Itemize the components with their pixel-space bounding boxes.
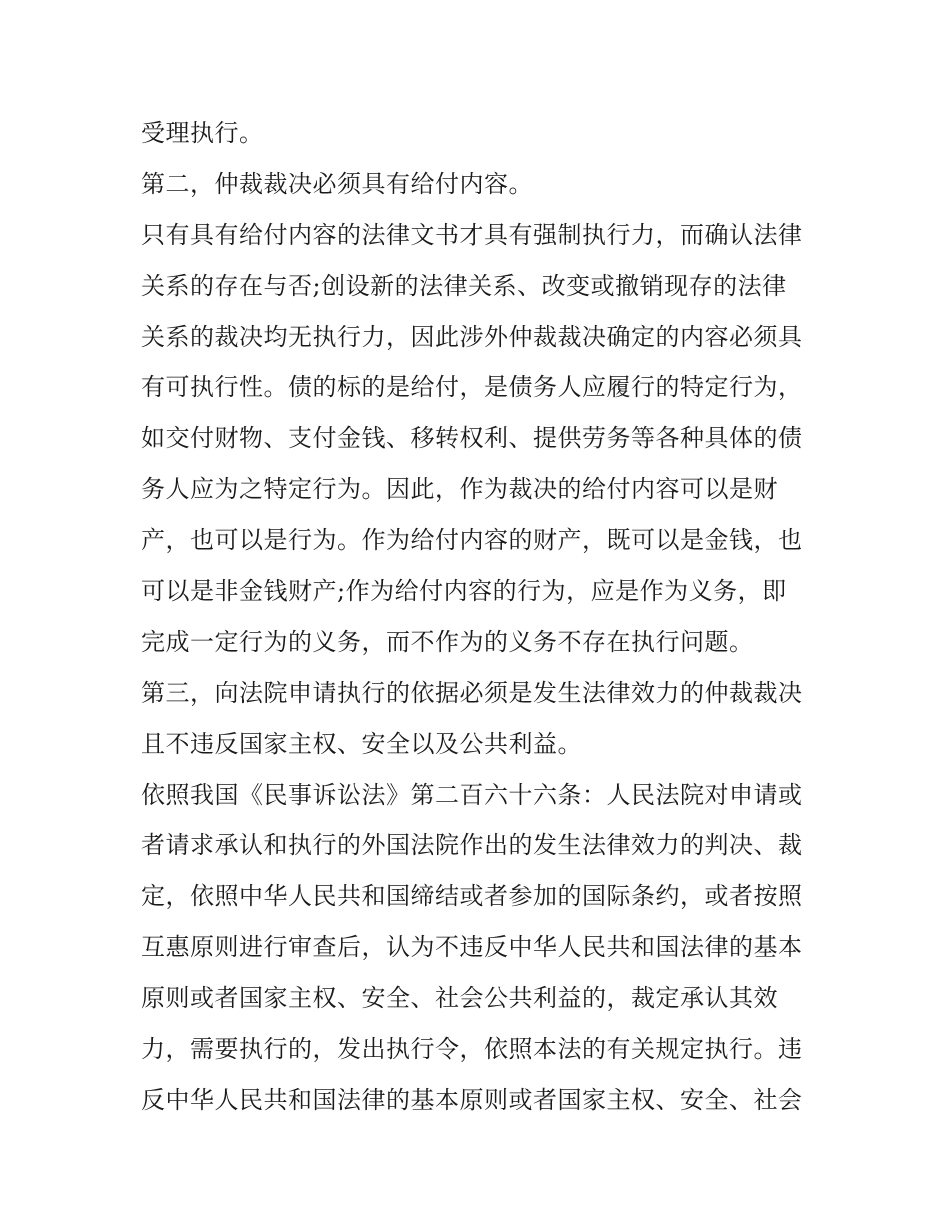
text-line: 依照我国《民事诉讼法》第二百六十六条：人民法院对申请或 — [141, 780, 803, 809]
text-line: 只有具有给付内容的法律文书才具有强制执行力，而确认法律 — [141, 220, 803, 249]
text-line: 且不违反国家主权、安全以及公共利益。 — [141, 729, 582, 758]
text-line: 反中华人民共和国法律的基本原则或者国家主权、安全、社会 — [141, 1085, 803, 1114]
text-line: 如交付财物、支付金钱、移转权利、提供劳务等各种具体的债 — [141, 424, 803, 453]
text-line: 互惠原则进行审查后，认为不违反中华人民共和国法律的基本 — [141, 933, 803, 962]
text-line: 关系的裁决均无执行力，因此涉外仲裁裁决确定的内容必须具 — [141, 322, 803, 351]
document-body — [141, 108, 821, 1126]
text-line: 可以是非金钱财产;作为给付内容的行为，应是作为义务，即 — [141, 577, 787, 606]
text-line: 第三，向法院申请执行的依据必须是发生法律效力的仲裁裁决 — [141, 678, 803, 707]
text-line: 受理执行。 — [141, 119, 264, 147]
text-line: 关系的存在与否;创设新的法律关系、改变或撤销现存的法律 — [141, 271, 787, 300]
text-line: 有可执行性。债的标的是给付，是债务人应履行的特定行为， — [141, 373, 803, 402]
text-line: 务人应为之特定行为。因此，作为裁决的给付内容可以是财 — [141, 475, 778, 504]
text-line: 原则或者国家主权、安全、社会公共利益的，裁定承认其效 — [141, 984, 778, 1013]
text-line: 产，也可以是行为。作为给付内容的财产，既可以是金钱，也 — [141, 526, 803, 555]
text-line: 力，需要执行的，发出执行令，依照本法的有关规定执行。违 — [141, 1035, 803, 1064]
text-line: 第二，仲裁裁决必须具有给付内容。 — [141, 169, 533, 198]
text-line: 定，依照中华人民共和国缔结或者参加的国际条约，或者按照 — [141, 882, 803, 911]
text-line: 完成一定行为的义务，而不作为的义务不存在执行问题。 — [141, 627, 754, 656]
text-line: 者请求承认和执行的外国法院作出的发生法律效力的判决、裁 — [141, 831, 803, 860]
